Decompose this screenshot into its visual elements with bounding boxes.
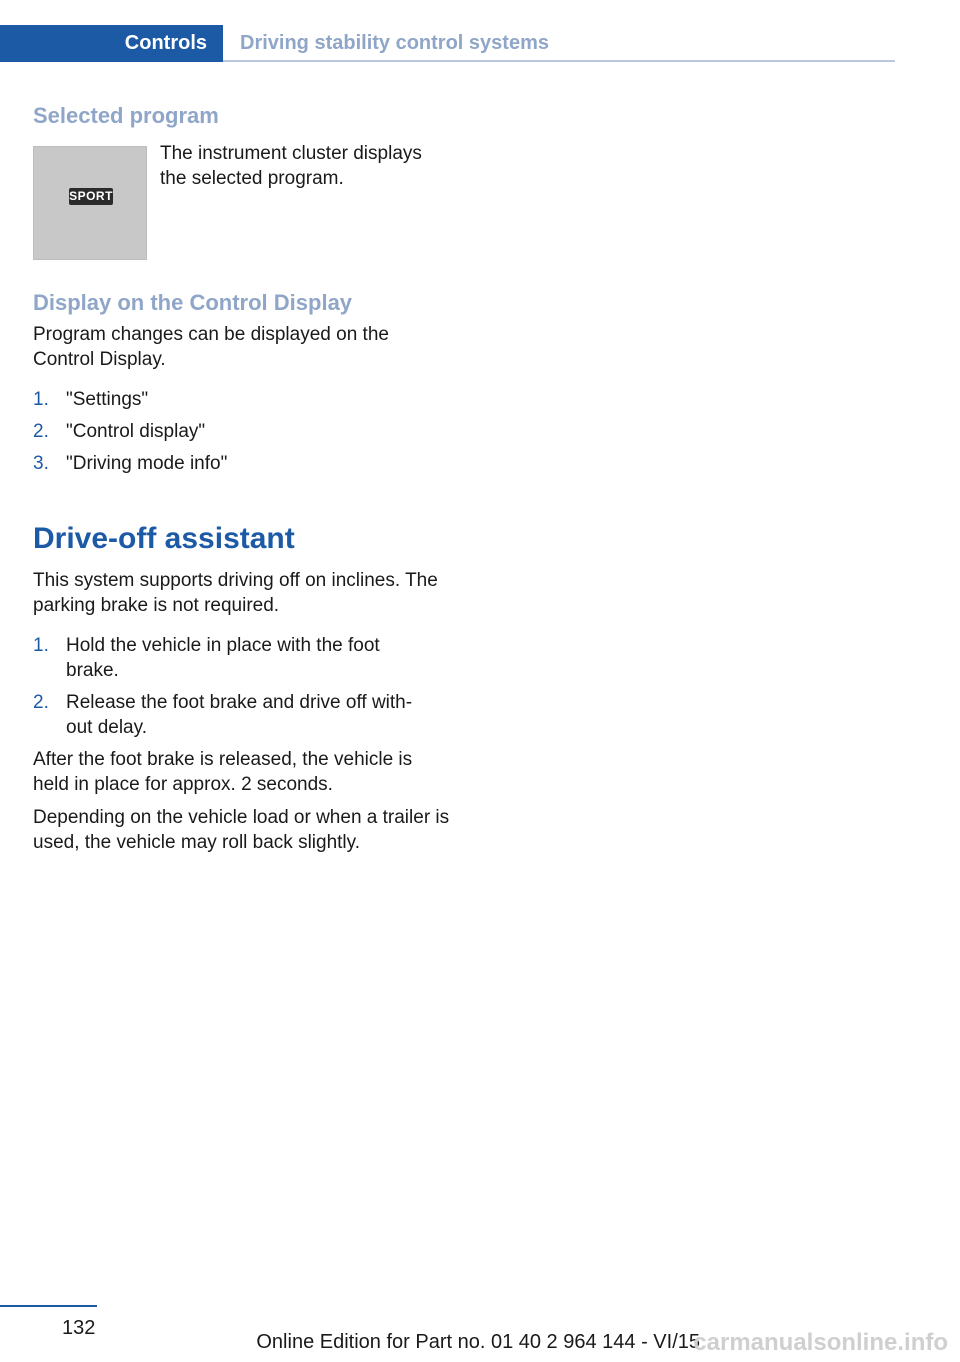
drive-off-steps	[33, 633, 423, 747]
instrument-cluster-image	[33, 146, 147, 260]
step-number: 1.	[33, 635, 49, 656]
chapter-tab	[0, 25, 223, 62]
control-display-text: Program changes can be displayed on the Control Display.	[33, 324, 389, 370]
control-display-heading: Display on the Control Display	[33, 290, 353, 315]
step-label: Hold the vehicle in place with the foot brake.	[66, 635, 380, 681]
chapter-title: Controls	[124, 32, 207, 54]
section-title: Driving stability control systems	[240, 32, 549, 54]
drive-off-paragraph: Depending on the vehicle load or when a trailer is used, the vehicle may roll back slightly.	[33, 807, 450, 853]
drive-off-intro: This system supports driving off on inclines. The parking brake is not required.	[33, 570, 438, 616]
drive-off-heading: Drive-off assistant	[33, 522, 295, 555]
step-number: 3.	[33, 453, 49, 474]
header-divider	[223, 60, 895, 62]
footer-divider	[0, 1305, 97, 1307]
step-label: Release the foot brake and drive off without delay.	[66, 692, 413, 738]
list-item	[33, 387, 453, 412]
list-item	[33, 451, 453, 476]
step-number: 2.	[33, 421, 49, 442]
list-item	[33, 690, 423, 740]
drive-off-paragraph: After the foot brake is released, the vehicle is held in place for approx. 2 seconds.	[33, 749, 413, 795]
selected-program-text: The instrument cluster displays the selected program.	[160, 143, 422, 189]
step-number: 1.	[33, 389, 49, 410]
step-number: 2.	[33, 692, 49, 713]
step-label: "Driving mode info"	[66, 453, 228, 474]
step-label: "Control display"	[66, 421, 206, 442]
step-label: "Settings"	[66, 389, 149, 410]
page-number: 132	[62, 1317, 96, 1339]
list-item	[33, 633, 423, 683]
list-item	[33, 419, 453, 444]
watermark: carmanualsonline.info	[693, 1329, 948, 1356]
sport-badge: SPORT	[69, 189, 113, 203]
page-header	[0, 25, 895, 62]
edition-text: Online Edition for Part no. 01 40 2 964 144 - VI/15	[256, 1331, 700, 1353]
control-display-steps	[33, 387, 453, 483]
selected-program-heading: Selected program	[33, 103, 219, 128]
